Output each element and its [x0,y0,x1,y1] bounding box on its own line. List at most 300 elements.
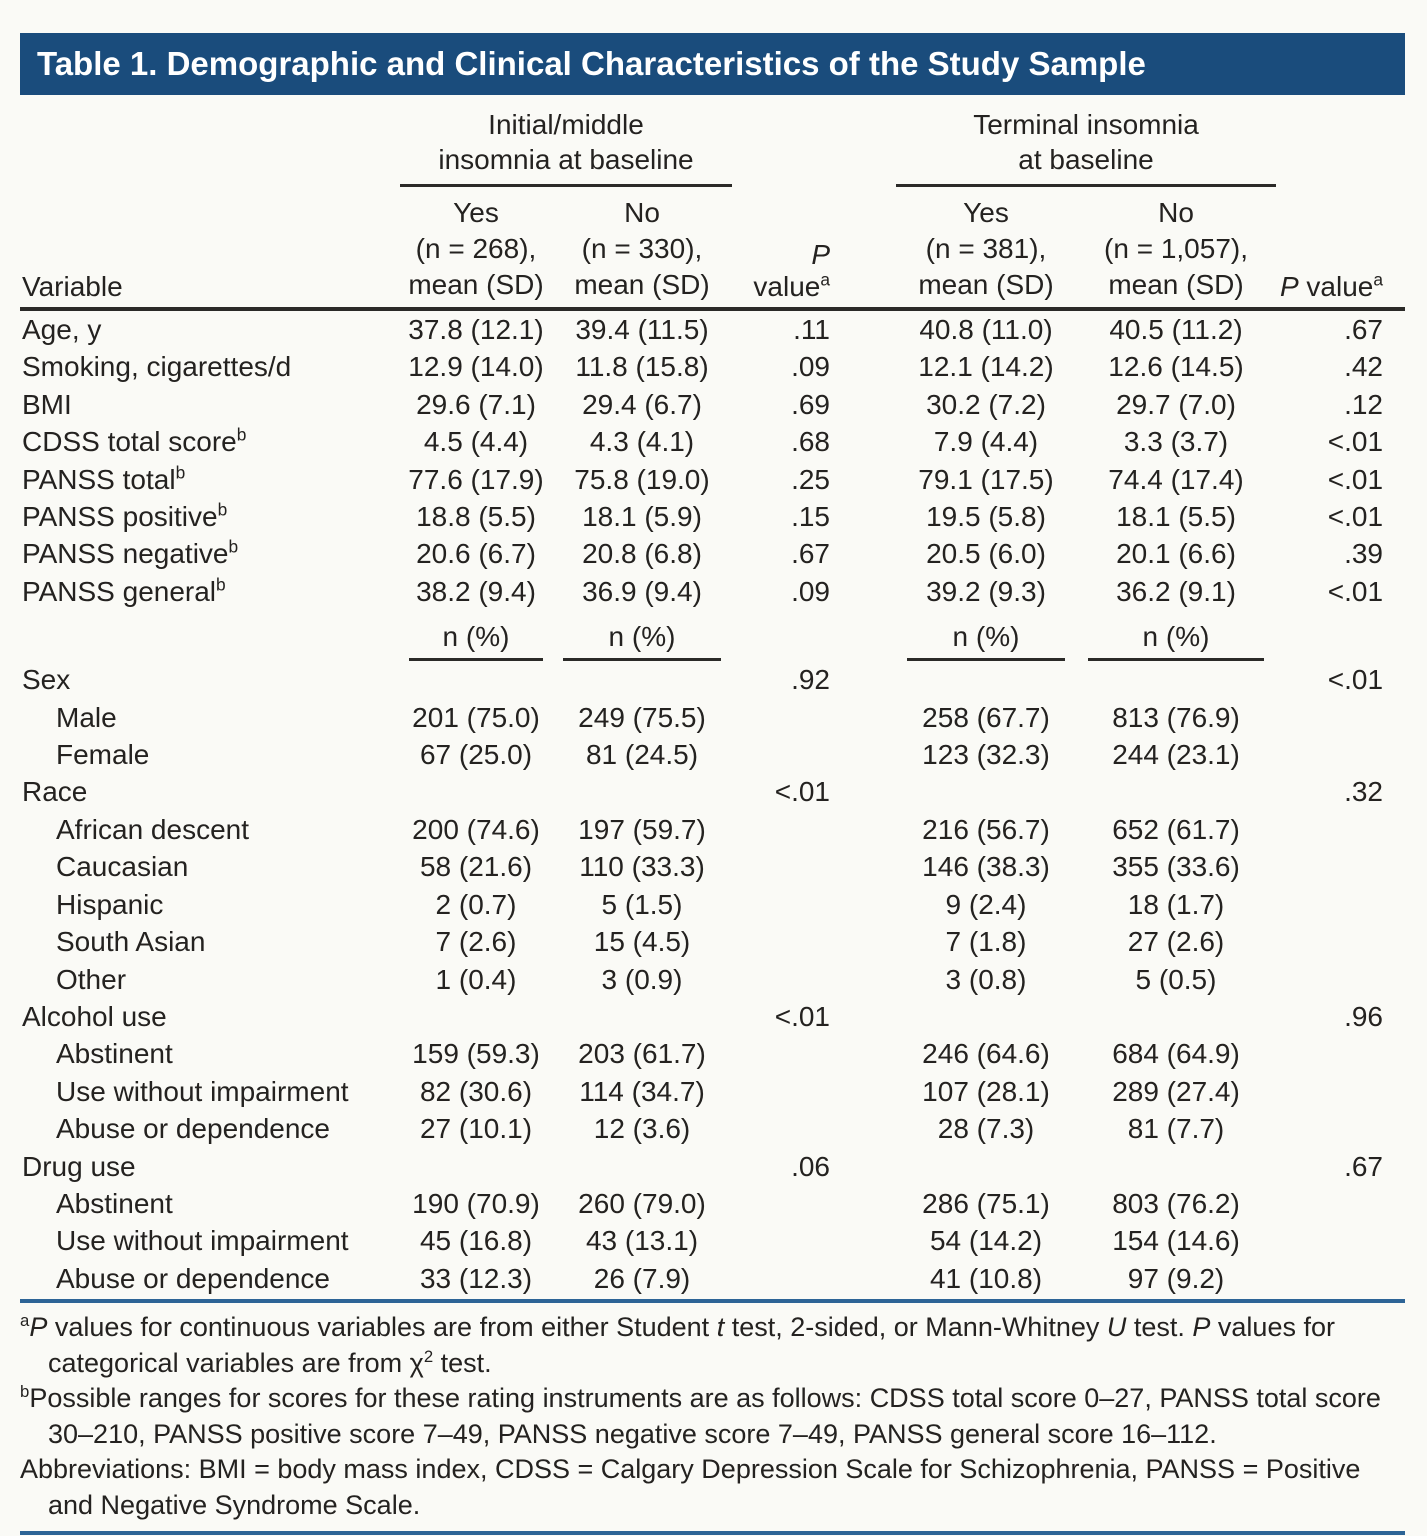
row-label-text: Age, y [22,314,102,345]
row-label-text: Sex [22,664,71,696]
row-label [20,1260,400,1297]
cell: 40.8 (11.0) [919,314,1053,345]
col-header-line: mean (SD) [918,269,1054,300]
cell [400,773,552,810]
row-label-text: Caucasian [56,851,189,883]
row-label-text: Female [56,739,150,771]
cell: .09 [791,351,830,383]
cell [732,1222,836,1259]
cell: 28 (7.3) [937,1113,1035,1145]
row-label [20,736,400,773]
cell: 81 (24.5) [585,739,699,771]
cell: 36.2 (9.1) [1116,575,1236,607]
cell: 12.9 (14.0) [408,351,544,383]
cell: 5 (1.5) [601,888,683,920]
cell: 40.5 (11.2) [1109,314,1243,345]
cell [1276,961,1405,998]
spacer-cell [836,461,896,498]
table-row [20,498,1405,535]
cell: 146 (38.3) [922,851,1050,883]
table-row [20,1035,1405,1072]
cell [400,610,552,661]
cell: 3 (0.9) [601,963,683,995]
table-row [20,661,1405,698]
cell: 9 (2.4) [945,888,1027,920]
cell: <.01 [1327,501,1384,533]
footnote-marker: 2 [423,1346,434,1366]
cell [1076,610,1276,661]
table-row [20,923,1405,960]
footnote-marker: b [175,462,186,483]
cell: 39.4 (11.5) [575,314,709,345]
cell: 159 (59.3) [412,1038,540,1070]
spacer-cell [836,309,896,348]
cell: <.01 [1327,575,1384,607]
cell: 82 (30.6) [419,1075,533,1107]
cell: 12 (3.6) [593,1113,691,1145]
spacer-cell [836,610,896,661]
spacer-cell [836,386,896,423]
row-label-text: Drug use [22,1150,136,1182]
cell: 79.1 (17.5) [918,463,1054,495]
cell: 203 (61.7) [578,1038,706,1070]
p-label-rest: value [753,271,821,302]
cell: 74.4 (17.4) [1108,463,1244,495]
row-label [20,610,400,661]
row-label [20,998,400,1035]
table-row [20,998,1405,1035]
col-header-line: Yes [453,197,499,228]
cell: 114 (34.7) [579,1075,705,1107]
divider-rule-top [20,1299,1405,1303]
cell: 652 (61.7) [1112,813,1240,845]
group-header-row [20,107,1405,186]
cell [896,610,1076,661]
spacer-cell [836,348,896,385]
cell: .12 [1344,388,1384,420]
row-label-text: BMI [22,388,72,420]
empty-cell [732,107,836,186]
footnote-marker: a [20,1311,30,1331]
cell: 154 (14.6) [1112,1225,1240,1257]
cell: 30.2 (7.2) [926,388,1046,420]
cell: .11 [793,314,830,345]
cell: 37.8 (12.1) [408,314,544,345]
row-label-text: PANSS positive [22,501,218,533]
cell: .09 [791,575,830,607]
cell: 15 (4.5) [593,926,691,958]
cell: 4.3 (4.1) [589,426,695,458]
row-label [20,699,400,736]
row-label [20,348,400,385]
cell [732,848,836,885]
row-label [20,886,400,923]
col-header-line: mean (SD) [574,269,710,300]
cell: 19.5 (5.8) [926,501,1046,533]
cell [1276,1035,1405,1072]
cell: .69 [791,388,830,420]
cell: 20.8 (6.8) [582,538,702,570]
cell: 45 (16.8) [419,1225,533,1257]
cell: 286 (75.1) [922,1187,1050,1219]
cell [1276,886,1405,923]
cell: .96 [1344,1000,1384,1032]
cell: 5 (0.5) [1135,963,1217,995]
col-header-line: (n = 330), [581,233,703,264]
cell [552,998,732,1035]
cell: 75.8 (19.0) [574,463,710,495]
group-header-terminal-insomnia [896,107,1276,186]
spacer-cell [836,961,896,998]
cell [552,773,732,810]
npct-header-row [20,610,1405,661]
row-label-text: Abstinent [56,1038,173,1070]
spacer-cell [836,498,896,535]
cell: 123 (32.3) [922,739,1050,771]
cell [732,1185,836,1222]
table-row [20,461,1405,498]
footnote-text: test. [1126,1312,1193,1343]
table-row [20,1148,1405,1185]
cell: 2 (0.7) [435,888,517,920]
cell: .25 [791,463,830,495]
footnote-text: Possible ranges for scores for these rating instruments are as follows: CDSS total score 0–27, PANSS total score 30–210, PANSS positive score 7–49, PANSS negative score 7–49, PANSS general score 16–112. [29,1383,1381,1449]
col-header-line: (n = 1,057), [1104,233,1248,264]
footnote-text: U [1106,1312,1127,1343]
cell [552,610,732,661]
footnote-marker: a [820,269,830,290]
cell: 197 (59.7) [578,813,706,845]
table-title-bar [20,33,1405,95]
footnote [20,1452,1405,1523]
cell: .67 [1344,1150,1384,1182]
cell: .32 [1344,776,1384,808]
table-row [20,1222,1405,1259]
table-row [20,961,1405,998]
col-header-p-value-terminal [1276,186,1405,310]
cell [1276,1185,1405,1222]
cell: 260 (79.0) [578,1187,706,1219]
footnote-marker: b [236,424,247,445]
p-label: P [811,239,830,270]
footnote-marker: b [216,574,226,595]
spacer-cell [836,1148,896,1185]
table-row [20,848,1405,885]
row-label [20,309,400,348]
cell: 43 (13.1) [585,1225,699,1257]
spacer-cell [836,773,896,810]
empty-cell [1276,107,1405,186]
spacer-cell [836,699,896,736]
cell: 107 (28.1) [922,1075,1050,1107]
col-header-line: mean (SD) [408,269,544,300]
cell [732,1073,836,1110]
cell: 67 (25.0) [419,739,533,771]
cell [896,773,1076,810]
cell: 12.1 (14.2) [918,351,1054,383]
spacer-cell [836,811,896,848]
row-label [20,923,400,960]
p-label-rest: value [1298,271,1374,302]
footnote-text: values for categorical variables are from χ [48,1312,1335,1378]
spacer-cell [836,1185,896,1222]
cell: <.01 [774,1000,830,1032]
col-header-line: (n = 381), [925,233,1047,264]
cell: 7 (2.6) [435,926,517,958]
row-label-text: Abuse or dependence [56,1113,330,1145]
spacer-cell [836,535,896,572]
row-label-text: Abstinent [56,1187,173,1219]
footnote-text: t [716,1312,725,1343]
cell [732,811,836,848]
spacer-cell [836,423,896,460]
cell: 18.1 (5.9) [582,501,702,533]
table-row [20,773,1405,810]
spacer-cell [836,1222,896,1259]
table-row [20,309,1405,348]
spacer-cell [836,661,896,698]
cell: 26 (7.9) [593,1262,691,1294]
empty-cell [20,107,400,186]
group-header-line: insomnia at baseline [438,144,694,175]
cell: <.01 [1327,426,1384,458]
cell [400,998,552,1035]
row-label [20,961,400,998]
footnote-text: Abbreviations: BMI = body mass index, CDSS = Calgary Depression Scale for Schizophrenia, PANSS = Positive and Negative Syndrome Scale. [20,1454,1361,1520]
spacer-cell [836,1260,896,1297]
row-label-text: PANSS general [22,575,217,607]
row-label [20,461,400,498]
table-row [20,1260,1405,1297]
spacer-cell [836,848,896,885]
table-row [20,573,1405,610]
row-label [20,1110,400,1147]
cell: .68 [791,426,830,458]
cell: 12.6 (14.5) [1108,351,1244,383]
cell: .67 [791,538,830,570]
cell: 684 (64.9) [1112,1038,1240,1070]
cell: 18.8 (5.5) [416,501,536,533]
spacer-cell [836,736,896,773]
cell: 20.5 (6.0) [926,538,1046,570]
table-row [20,1110,1405,1147]
cell [1276,736,1405,773]
group-header-line: Initial/middle [488,109,644,140]
table-row [20,348,1405,385]
cell [896,1148,1076,1185]
cell [1076,773,1276,810]
row-label [20,1222,400,1259]
cell: 58 (21.6) [419,851,533,883]
table-row [20,736,1405,773]
cell: .39 [1344,538,1384,570]
cell: 77.6 (17.9) [408,463,544,495]
cell: <.01 [1327,463,1384,495]
group-header-line: Terminal insomnia [973,109,1199,140]
row-label [20,498,400,535]
row-label-text: CDSS total score [22,426,237,458]
cell [732,1260,836,1297]
cell [1076,998,1276,1035]
cell: 81 (7.7) [1127,1113,1225,1145]
cell: 27 (10.1) [419,1113,533,1145]
cell [1276,610,1405,661]
cell [552,661,732,698]
row-label [20,773,400,810]
row-label [20,1035,400,1072]
cell: 33 (12.3) [419,1262,533,1294]
spacer-cell [836,886,896,923]
cell: 3 (0.8) [945,963,1027,995]
table-row [20,423,1405,460]
col-header-p-value-initial [732,186,836,310]
cell [896,998,1076,1035]
group-header-line: at baseline [1018,144,1154,175]
cell [732,1110,836,1147]
cell: 11.8 (15.8) [575,351,709,383]
cell: 7.9 (4.4) [933,426,1039,458]
cell [732,736,836,773]
p-label: P [1279,271,1299,302]
cell [1276,699,1405,736]
npct-column-label: n (%) [1088,619,1264,661]
npct-column-label: n (%) [907,619,1065,661]
npct-column-label: n (%) [563,619,721,661]
spacer-cell [836,998,896,1035]
cell: 110 (33.3) [579,851,705,883]
row-label-text: Smoking, cigarettes/d [22,351,292,383]
cell: 246 (64.6) [922,1038,1050,1070]
cell: 200 (74.6) [412,813,540,845]
footnote-marker: b [20,1382,30,1402]
row-label-text: PANSS negative [22,538,229,570]
row-label-text: Male [56,701,117,733]
group-header-initial-middle-insomnia [400,107,732,186]
row-label-text: Race [22,776,88,808]
cell [1276,1222,1405,1259]
cell: 20.1 (6.6) [1116,538,1236,570]
spacer-cell [836,1110,896,1147]
cell: 244 (23.1) [1112,739,1240,771]
col-header-line: No [624,197,660,228]
cell [400,661,552,698]
cell [1276,923,1405,960]
footnote-text: test. [433,1347,492,1378]
col-header-line: mean (SD) [1108,269,1244,300]
cell: 54 (14.2) [929,1225,1043,1257]
cell [1076,1148,1276,1185]
cell [1276,811,1405,848]
table-row [20,699,1405,736]
spacer-cell [836,573,896,610]
cell: .06 [791,1150,830,1182]
row-label-text: Abuse or dependence [56,1262,330,1294]
table-row [20,535,1405,572]
cell: 29.4 (6.7) [582,388,702,420]
cell: 18.1 (5.5) [1116,501,1236,533]
cell [732,923,836,960]
divider-rule-bottom [20,1531,1405,1535]
cell: .42 [1344,351,1384,383]
footnote-text: P [1192,1312,1211,1343]
cell: 29.7 (7.0) [1116,388,1236,420]
col-header-terminal-no [1076,186,1276,310]
spacer-cell [836,107,896,186]
footnote [20,1381,1405,1452]
cell [1076,661,1276,698]
row-label [20,1185,400,1222]
spacer-cell [836,1073,896,1110]
cell: .67 [1344,314,1384,345]
footnote-text: test, 2-sided, or Mann-Whitney [724,1312,1107,1343]
cell: .92 [791,664,830,696]
footnote-marker: a [1373,269,1384,290]
cell: 249 (75.5) [578,701,706,733]
footnote-text: values for continuous variables are from either Student [47,1312,717,1343]
cell: 39.2 (9.3) [926,575,1046,607]
cell [552,1148,732,1185]
row-label [20,423,400,460]
cell: 4.5 (4.4) [423,426,529,458]
cell [732,1035,836,1072]
col-header-line: Yes [963,197,1009,228]
col-header-terminal-yes [896,186,1076,310]
cell: 216 (56.7) [922,813,1050,845]
table-row [20,386,1405,423]
cell: 7 (1.8) [945,926,1027,958]
row-label [20,573,400,610]
table-row [20,886,1405,923]
row-label [20,386,400,423]
row-label [20,848,400,885]
footnote-marker: b [217,499,228,520]
row-label-text: African descent [56,813,249,845]
row-label-text: Use without impairment [56,1075,349,1107]
row-label [20,535,400,572]
footnote-text: P [29,1312,48,1343]
row-label [20,811,400,848]
row-label-text: Hispanic [56,888,164,920]
cell: <.01 [774,776,830,808]
cell [896,661,1076,698]
col-header-initial-no [552,186,732,310]
cell [1276,1260,1405,1297]
table-row [20,1185,1405,1222]
cell [400,1148,552,1185]
cell: 38.2 (9.4) [416,575,536,607]
cell: 258 (67.7) [922,701,1050,733]
cell: 18 (1.7) [1127,888,1225,920]
cell [732,886,836,923]
row-label-text: PANSS total [22,463,176,495]
col-header-initial-yes [400,186,552,310]
cell: 355 (33.6) [1112,851,1240,883]
table-row [20,811,1405,848]
spacer-cell [836,1035,896,1072]
cell: 41 (10.8) [929,1262,1043,1294]
variable-column-header: Variable [20,186,400,310]
spacer-cell [836,923,896,960]
cell: <.01 [1327,664,1384,696]
cell: 29.6 (7.1) [416,388,536,420]
cell: 1 (0.4) [435,963,517,995]
cell: 97 (9.2) [1127,1262,1225,1294]
cell: 27 (2.6) [1127,926,1225,958]
table-title: Table 1. Demographic and Clinical Characteristics of the Study Sample [37,45,1146,82]
row-label [20,1148,400,1185]
table-row [20,1073,1405,1110]
cell: 3.3 (3.7) [1123,426,1229,458]
